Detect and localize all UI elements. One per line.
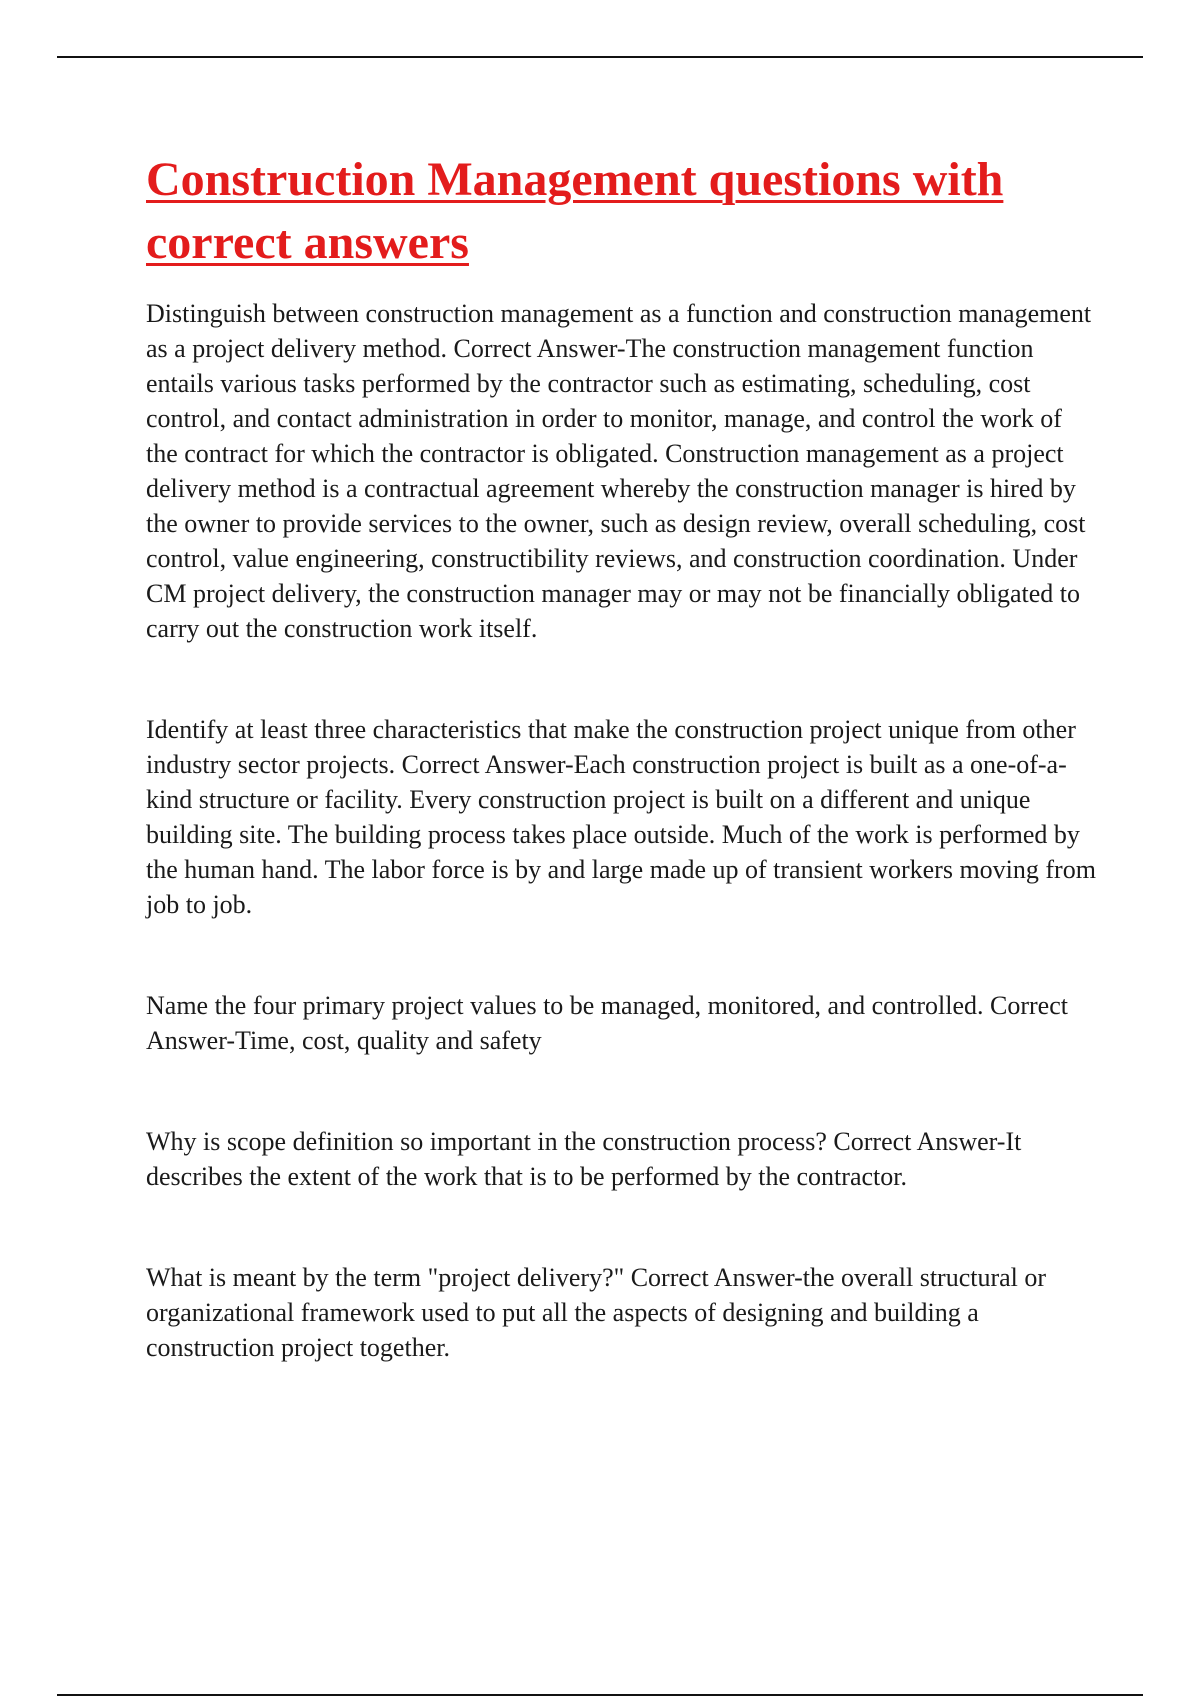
qa-entry-2: Identify at least three characteristics that make the construction project unique from other industry sector projects. Correct Answer-Each construction project is built as a one-of-a-kind structure or facility. Every construction project is built on a different and unique building site. The building process takes place outside. Much of the work is performed by the human hand. The labor force is by and large made up of transient workers moving from job to job.: [146, 715, 1096, 919]
qa-entry-4: Why is scope definition so important in the construction process? Correct Answer-It describes the extent of the work that is to be performed by the contractor.: [146, 1127, 1022, 1191]
document-title: Construction Management questions with correct answers: [146, 153, 1004, 269]
footer-divider: [57, 1694, 1143, 1696]
qa-entry-3: Name the four primary project values to be managed, monitored, and controlled. Correct Answer-Time, cost, quality and safety: [146, 991, 1068, 1055]
header-divider: [57, 56, 1143, 58]
qa-entry-5: What is meant by the term "project delivery?" Correct Answer-the overall structural or organizational framework used to put all the aspects of designing and building a construction project together.: [146, 1263, 1047, 1362]
qa-entry-1: Distinguish between construction management as a function and construction management as a project delivery method. Correct Answer-The construction management function entails various tasks performed by the contractor such as estimating, scheduling, cost control, and contact administration in order to monitor, manage, and control the work of the contract for which the contractor is obligated. Construction management as a project delivery method is a contractual agreement whereby the construction manager is hired by the owner to provide services to the owner, such as design review, overall scheduling, cost control, value engineering, constructibility reviews, and construction coordination. Under CM project delivery, the construction manager may or may not be financially obligated to carry out the construction work itself.: [146, 299, 1092, 643]
document-body: [146, 148, 1096, 1431]
